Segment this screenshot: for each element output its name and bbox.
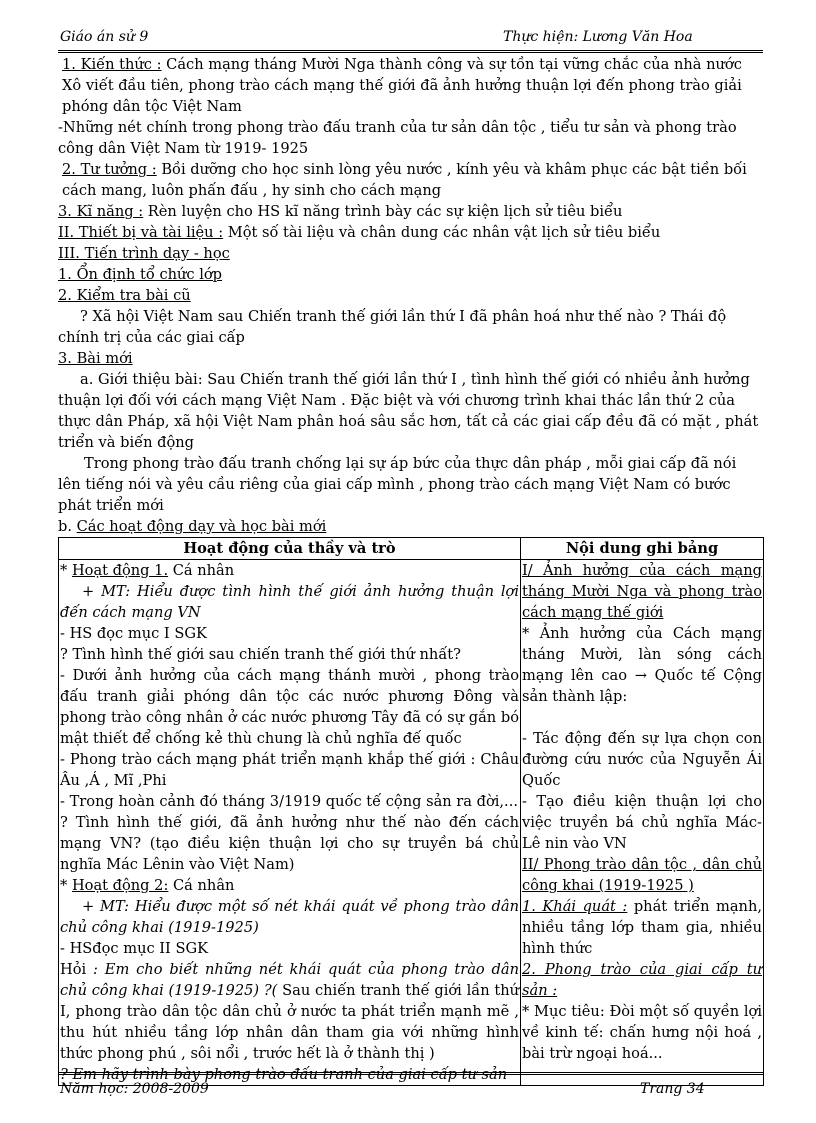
footer-page-number: Trang 34 [640,1081,705,1097]
page-footer [58,1072,763,1103]
activities-column [59,560,521,1086]
table-header-board-content: Nội dung ghi bảng [521,538,764,560]
board-line: * Mục tiêu: Đòi một số quyền lợi về kinh tế: chấn hưng nội hoá , bài trừ ngoại hoá... [522,1003,762,1062]
board-spacer [522,707,762,728]
lesson-activities-table [58,537,764,1086]
activity-question: Hỏi : Em cho biết những nét khái quát của phong trào dân chủ công khai (1919-1925) ?( Sau chiến tranh thế giới lần thứ I, phong trào dân tộc dân chủ ở nước ta phát triển mạnh mẽ , thu hút nhiều tầng lớp nhân dân tham gia với những hình thức phong phú , sôi nổi , trước hết là ở thành thị ) [60,961,519,1062]
board-line: - Tạo điều kiện thuận lợi cho việc truyền bá chủ nghĩa Mác-Lê nin vào VN [522,793,762,852]
document-body [58,54,763,1086]
review-question: ? Xã hội Việt Nam sau Chiến tranh thế giới lần thứ I đã phân hoá như thế nào ? Thái độ chính trị của các giai cấp [58,308,727,346]
knowledge-objective: 1. Kiến thức : Cách mạng tháng Mười Nga thành công và sự tồn tại vững chắc của nhà nước Xô viết đầu tiên, phong trào cách mạng thế giới đã ảnh hưởng thuận lợi đến phong trào giải phóng dân tộc Việt Nam [62,56,742,115]
procedure-heading: III. Tiến trình dạy - học [58,245,230,262]
lesson-intro: a. Giới thiệu bài: Sau Chiến tranh thế giới lần thứ I , tình hình thế giới có nhiều ảnh hưởng thuận lợi đối với cách mạng Việt Nam . Đặc biệt và với chương trình khai thác lần thứ 2 của thực dân Pháp, xã hội Việt Nam phân hoá sâu sắc hơn, tất cả các giai cấp đều đã có mặt , phát triển và biến động [58,371,759,451]
activity-1-heading: * Hoạt động 1. Cá nhân [60,562,235,579]
attitude-objective: 2. Tư tưởng : Bồi dưỡng cho học sinh lòng yêu nước , kính yêu và khâm phục các bật tiền bối cách mang, luôn phấn đấu , hy sinh cho cách mạng [62,161,747,199]
equipment-section: II. Thiết bị và tài liệu : Một số tài liệu và chân dung các nhân vật lịch sử tiêu biểu [58,224,661,241]
header-author: Thực hiện: Lương Văn Hoa [503,29,693,45]
board-section-1-title: I/ Ảnh hưởng của cách mạng tháng Mười Nga và phong trào cách mạng thế giới [522,562,762,621]
step-2-heading: 2. Kiểm tra bài cũ [58,287,191,304]
board-line: * Ảnh hưởng của Cách mạng tháng Mười, làn sóng cách mạng lên cao → Quốc tế Cộng sản thành lập: [522,625,762,705]
activity-line: ? Tình hình thế giới sau chiến tranh thế giới thứ nhất? [60,646,461,663]
footer-school-year: Năm học: 2008-2009 [60,1081,209,1097]
activity-line: - Trong hoàn cảnh đó tháng 3/1919 quốc tế cộng sản ra đời,... [60,793,518,810]
skill-objective: 3. Kĩ năng : Rèn luyện cho HS kĩ năng trình bày các sự kiện lịch sử tiêu biểu [58,203,623,220]
activities-heading: b. Các hoạt động dạy và học bài mới [58,518,327,535]
step-3-heading: 3. Bài mới [58,350,133,367]
board-content-column [521,560,764,1086]
step-1-heading: 1. Ổn định tổ chức lớp [58,266,223,283]
board-line: - Tác động đến sự lựa chọn con đường cứu nước của Nguyễn Ái Quốc [522,730,762,789]
lesson-intro-2: Trong phong trào đấu tranh chống lại sự áp bức của thực dân pháp , mỗi giai cấp đã nói lên tiếng nói và yêu cầu riêng của giai cấp mình , phong trào cách mạng Việt Nam có bước phát triển mới [58,455,737,514]
activity-line: - HS đọc mục I SGK [60,625,207,642]
page-header [58,28,763,53]
knowledge-objective-2: -Những nét chính trong phong trào đấu tranh của tư sản dân tộc , tiểu tư sản và phong trào công dân Việt Nam từ 1919- 1925 [58,119,737,157]
board-section-2-title: II/ Phong trào dân tộc , dân chủ công khai (1919-1925 ) [522,856,762,894]
activity-2-objective: + MT: Hiểu được một số nét khái quát về phong trào dân chủ công khai (1919-1925) [60,898,519,936]
activity-line: - Phong trào cách mạng phát triển mạnh khắp thế giới : Châu Âu ,Á , Mĩ ,Phi [60,751,519,789]
header-subject: Giáo án sử 9 [60,29,149,45]
board-overview: 1. Khái quát : phát triển mạnh, nhiều tầng lớp tham gia, nhiều hình thức [522,898,762,957]
table-header-teacher-student: Hoạt động của thầy và trò [59,538,521,560]
activity-line: ? Tình hình thế giới, đã ảnh hưởng như thế nào đến cách mạng VN? (tạo điều kiện thuận lợi cho sự truyền bá chủ nghĩa Mác Lênin vào Việt Nam) [60,814,519,873]
activity-line: ? Em hãy trình bày phong trào đấu tranh của giai cấp tư sản [60,1066,508,1083]
activity-line: - HSđọc mục II SGK [60,940,209,957]
activity-2-heading: * Hoạt động 2: Cá nhân [60,877,235,894]
activity-line: - Dưới ảnh hưởng của cách mạng thánh mười , phong trào đấu tranh giải phóng dân tộc các nước phương Đông và phong trào công nhân ở các nước phương Tây đã có sự gắn bó mật thiết để chống kẻ thù chung là chủ nghĩa đế quốc [60,667,519,747]
board-bourgeois-heading: 2. Phong trào của giai cấp tư sản : [522,961,762,999]
activity-1-objective: + MT: Hiểu được tình hình thế giới ảnh hưởng thuận lợi đến cách mạng VN [60,583,519,621]
